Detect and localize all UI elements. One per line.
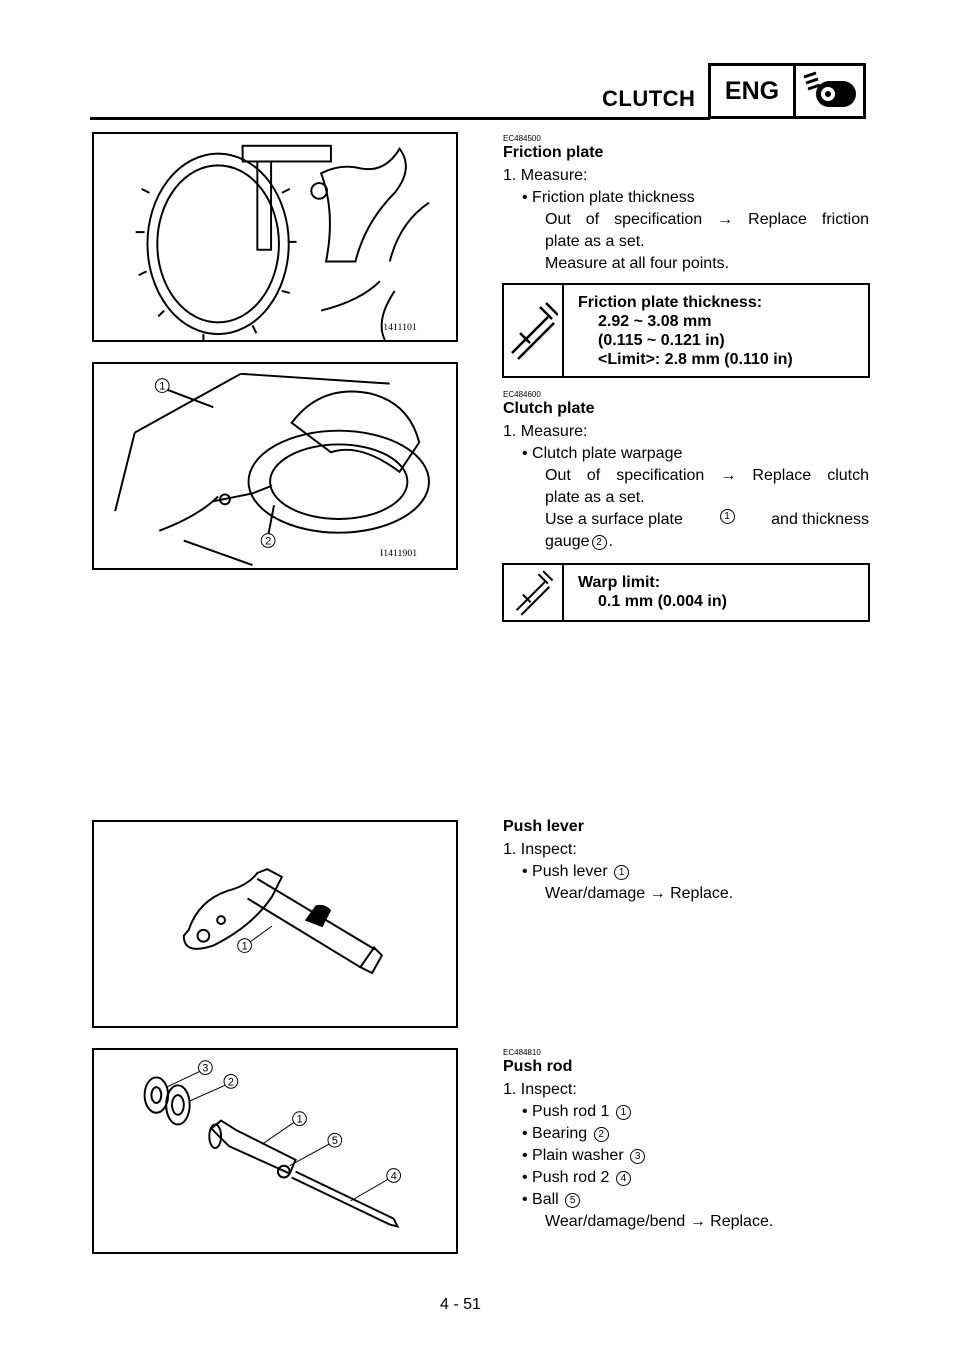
clutch-plate-heading: Clutch plate [503, 400, 595, 417]
page-number: 4 - 51 [440, 1296, 481, 1313]
body-text: Wear/damage → Replace. [545, 885, 734, 902]
spec-box-warp-limit [502, 563, 870, 622]
spec-title: Warp limit: [578, 574, 661, 591]
body-text: Use a surface plate 1 and thickness [545, 511, 869, 528]
body-text: Measure at all four points. [545, 255, 730, 272]
body-text: Wear/damage/bend → Replace. [545, 1213, 774, 1230]
list-item: • Plain washer 3 [522, 1145, 647, 1167]
callout-1: 1 [296, 1113, 303, 1126]
list-item: • Push rod 2 4 [522, 1167, 633, 1189]
list-item: • Push rod 1 1 [522, 1101, 633, 1123]
section-code: EC484810 [503, 1048, 541, 1057]
push-rod-figure [92, 1048, 458, 1254]
friction-plate-figure [92, 132, 458, 342]
callout-3: 3 [202, 1062, 209, 1075]
step-text: 1. Inspect: [503, 841, 577, 858]
callout-2: 2 [265, 535, 272, 548]
push-lever-heading: Push lever [503, 818, 584, 835]
bullet-text: • Clutch plate warpage [522, 445, 683, 462]
callout-1: 1 [241, 940, 248, 953]
clutch-plate-figure [92, 362, 458, 570]
callout-2: 2 [227, 1076, 234, 1089]
step-text: 1. Inspect: [503, 1081, 577, 1098]
ref-1: 1 [720, 509, 735, 524]
caliper-icon [504, 285, 564, 376]
eng-tab [708, 63, 866, 119]
callout-4: 4 [390, 1170, 397, 1183]
figure-code: I1411101 [379, 322, 417, 334]
bullet-text: • Friction plate thickness [522, 189, 695, 206]
callout-1: 1 [159, 380, 166, 393]
step-text: 1. Measure: [503, 167, 588, 184]
spec-box-friction-thickness [502, 283, 870, 378]
push-rod-heading: Push rod [503, 1058, 573, 1075]
push-lever-figure [92, 820, 458, 1028]
spec-title: Friction plate thickness: [578, 294, 763, 311]
list-item: • Ball 5 [522, 1189, 582, 1211]
section-code: EC484600 [503, 390, 541, 399]
list-item: • Bearing 2 [522, 1123, 611, 1145]
friction-plate-heading: Friction plate [503, 144, 604, 161]
section-title: CLUTCH [602, 86, 696, 111]
body-text: plate as a set. [545, 489, 645, 506]
body-text: Out of specification → Replace friction [545, 211, 869, 228]
step-text: 1. Measure: [503, 423, 588, 440]
caliper-icon [504, 565, 564, 620]
header-rule [90, 117, 710, 120]
wrench-icon [796, 66, 863, 116]
ref-2: 2 [592, 535, 607, 550]
body-text: plate as a set. [545, 233, 645, 250]
body-text: gauge 2 . [545, 533, 613, 550]
ref-1: 1 [614, 865, 629, 880]
callout-5: 5 [331, 1135, 338, 1148]
bullet-text: • Push lever 1 [522, 861, 631, 883]
spec-value: 0.1 mm (0.004 in) [598, 593, 727, 610]
spec-value: (0.115 ~ 0.121 in) [598, 332, 725, 349]
section-code: EC484500 [503, 134, 541, 143]
figure-code: I1411901 [379, 548, 418, 560]
eng-label: ENG [711, 66, 796, 116]
spec-limit: <Limit>: 2.8 mm (0.110 in) [598, 351, 793, 368]
spec-value: 2.92 ~ 3.08 mm [598, 313, 712, 330]
body-text: Out of specification → Replace clutch [545, 467, 869, 484]
